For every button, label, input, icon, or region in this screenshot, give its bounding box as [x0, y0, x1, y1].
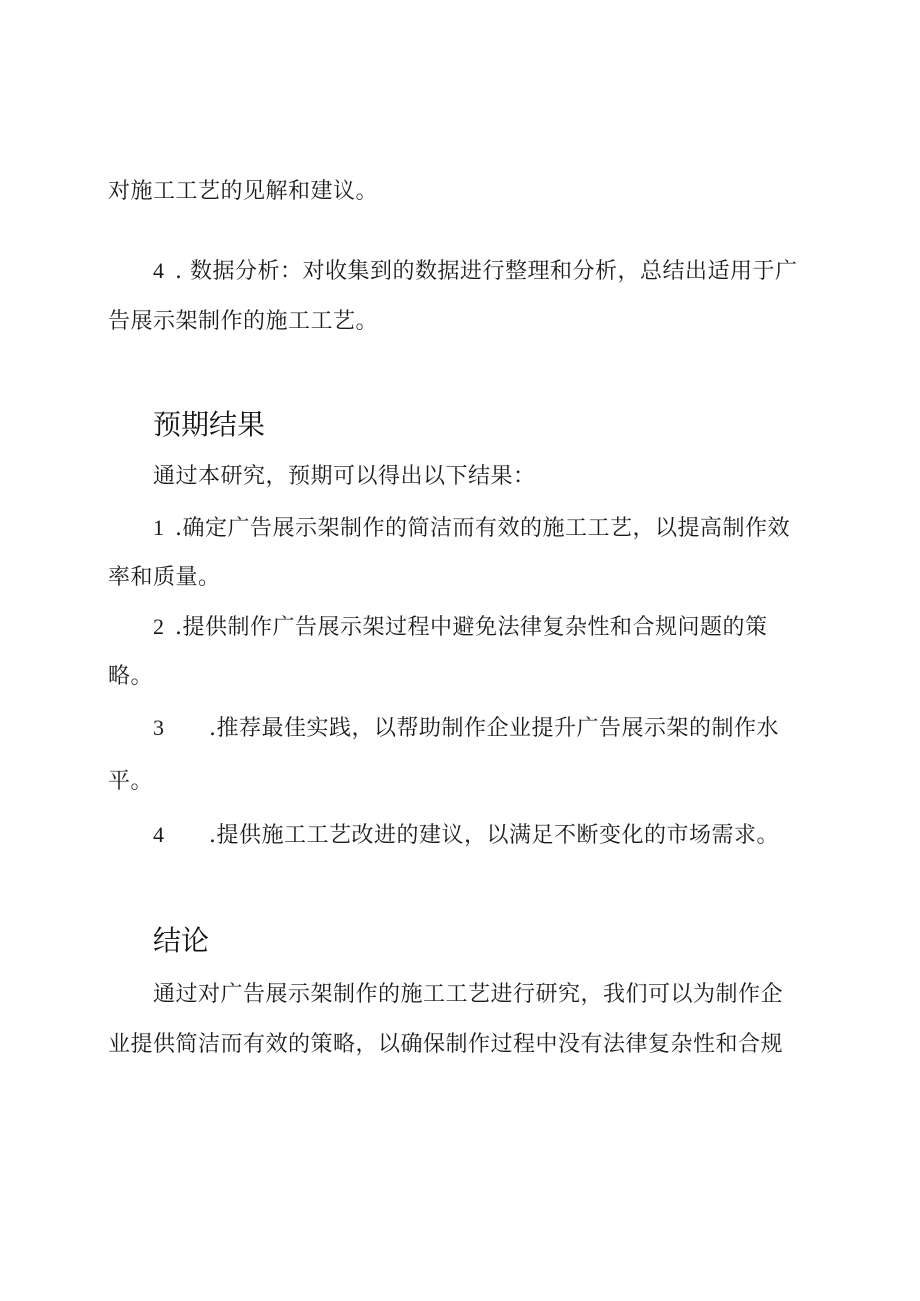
expected-item-2-text: .提供制作广告展示架过程中避免法律复杂性和合规问题的策 — [175, 615, 768, 640]
expected-item-3-line-2: 平。 — [108, 769, 154, 794]
expected-item-3-text: .推荐最佳实践，以帮助制作企业提升广告展示架的制作水 — [209, 716, 779, 741]
expected-item-2-line-1 — [153, 612, 768, 643]
expected-results-heading: 预期结果 — [153, 408, 266, 441]
expected-item-1-number: 1 — [153, 515, 165, 540]
conclusion-heading: 结论 — [153, 924, 210, 957]
methods-item-4-text: . 数据分析：对收集到的数据进行整理和分析，总结出适用于广 — [175, 259, 798, 284]
expected-results-intro: 通过本研究，预期可以得出以下结果： — [153, 464, 536, 489]
expected-item-1-line-2: 率和质量。 — [108, 565, 221, 590]
expected-item-3-line-1 — [153, 713, 779, 744]
methods-item-4-line-2: 告展示架制作的施工工艺。 — [108, 309, 379, 334]
expected-item-3-number: 3 — [153, 715, 165, 740]
methods-continuation-line: 对施工工艺的见解和建议。 — [108, 179, 379, 204]
methods-item-4-number: 4 — [153, 258, 165, 283]
expected-item-1-text: .确定广告展示架制作的简洁而有效的施工工艺，以提高制作效 — [175, 516, 790, 541]
conclusion-line-2: 业提供简洁而有效的策略，以确保制作过程中没有法律复杂性和合规 — [108, 1032, 784, 1057]
conclusion-line-1: 通过对广告展示架制作的施工工艺进行研究，我们可以为制作企 — [153, 982, 784, 1007]
expected-item-2-number: 2 — [153, 614, 165, 639]
expected-item-4-line-1 — [153, 820, 779, 851]
expected-item-2-line-2: 略。 — [108, 664, 154, 689]
expected-item-1-line-1 — [153, 513, 790, 544]
expected-item-4-text: .提供施工工艺改进的建议，以满足不断变化的市场需求。 — [209, 823, 779, 848]
methods-item-4-line-1 — [153, 256, 798, 287]
expected-item-4-number: 4 — [153, 822, 165, 847]
